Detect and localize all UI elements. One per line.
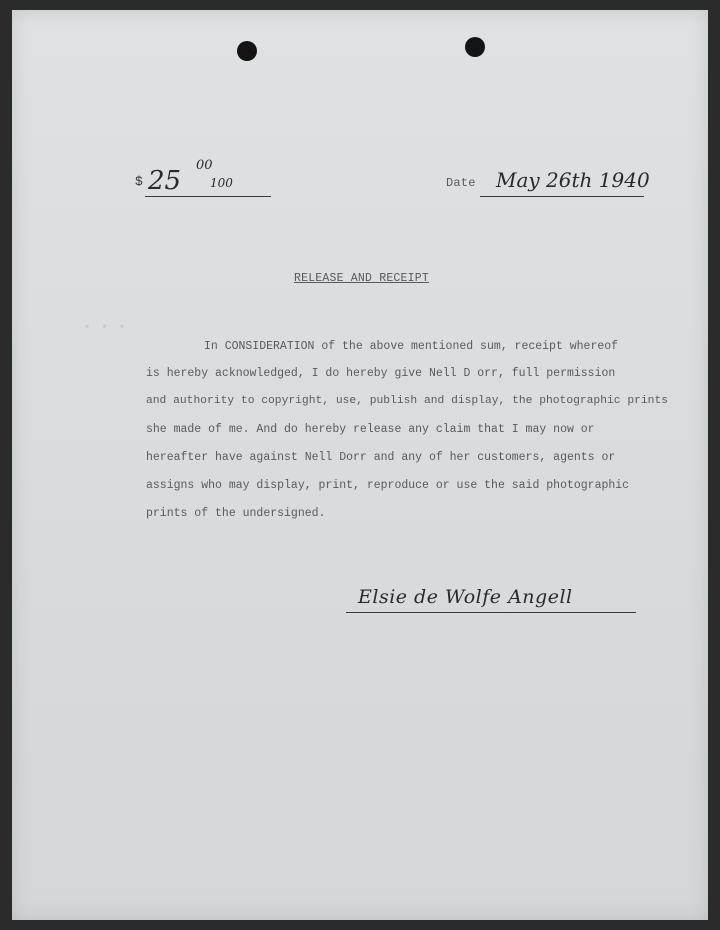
amount-denominator: 100 xyxy=(210,176,233,190)
punch-hole-right xyxy=(465,37,485,57)
amount-value: 25 xyxy=(148,166,182,196)
amount-underline xyxy=(145,196,271,197)
body-line: she made of me. And do hereby release any claim that I may now or xyxy=(146,423,595,436)
body-line: is hereby acknowledged, I do hereby give Nell D orr, full permission xyxy=(146,367,616,380)
amount-symbol: $ xyxy=(135,174,144,189)
body-line: prints of the undersigned. xyxy=(146,507,326,520)
signature-line xyxy=(346,612,636,613)
body-line: and authority to copyright, use, publish and display, the photographic prints xyxy=(146,395,669,407)
date-label: Date xyxy=(446,176,476,190)
bleed-through-text: · · · xyxy=(82,310,127,343)
body-line: hereafter have against Nell Dorr and any of her customers, agents or xyxy=(146,451,616,464)
document-page xyxy=(12,10,708,920)
body-line: In CONSIDERATION of the above mentioned sum, receipt whereof xyxy=(204,340,619,353)
punch-hole-left xyxy=(237,41,257,61)
body-line: assigns who may display, print, reproduce or use the said photographic xyxy=(146,479,630,492)
signature: Elsie de Wolfe Angell xyxy=(358,586,573,608)
date-underline xyxy=(480,196,644,197)
document-title: RELEASE AND RECEIPT xyxy=(294,272,429,285)
amount-cents: 00 xyxy=(196,158,213,173)
date-value: May 26th 1940 xyxy=(496,168,650,192)
